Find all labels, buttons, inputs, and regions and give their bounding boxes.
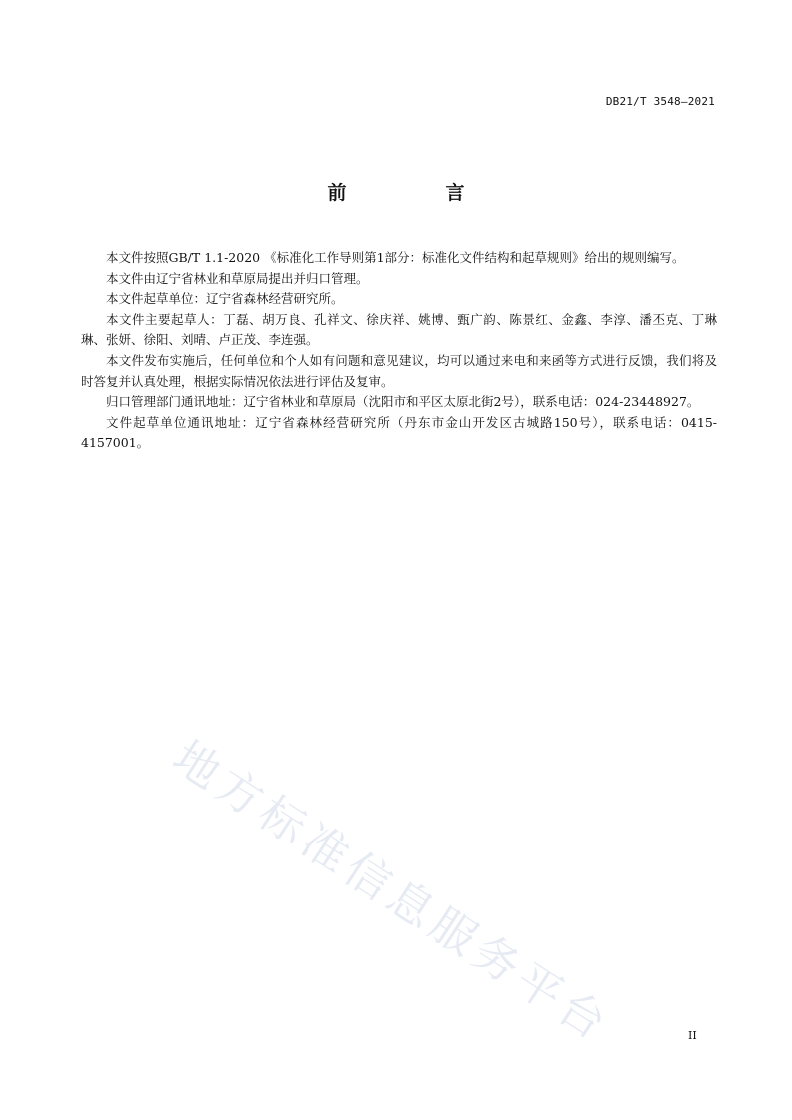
paragraph-drafting-rules: 本文件按照GB/T 1.1-2020 《标准化工作导则第1部分：标准化文件结构和起草规则》给出的规则编写。: [106, 250, 685, 265]
page-number: II: [688, 1029, 697, 1042]
document-code: DB21/T 3548—2021: [605, 95, 715, 108]
paragraph-drafter-address: 文件起草单位通讯地址：辽宁省森林经营研究所（丹东市金山开发区古城路150号），联系电话：0415-4157001。: [81, 414, 717, 451]
paragraph-drafters: 本文件主要起草人：丁磊、胡万良、孔祥文、徐庆祥、姚博、甄广韵、陈景红、金鑫、李淳、潘丕克、丁琳琳、张妍、徐阳、刘晴、卢正茂、李连强。: [81, 311, 717, 348]
paragraph-authority-address: 归口管理部门通讯地址：辽宁省林业和草原局（沈阳市和平区太原北街2号），联系电话：024-23448927。: [106, 394, 700, 410]
paragraph-drafting-unit: 本文件起草单位：辽宁省森林经营研究所。: [106, 291, 344, 307]
foreword-body: [81, 248, 717, 454]
paragraph-feedback: 本文件发布实施后，任何单位和个人如有问题和意见建议，均可以通过来电和来函等方式进行反馈，我们将及时答复并认真处理，根据实际情况依法进行评估及复审。: [81, 352, 717, 389]
paragraph-proposer: 本文件由辽宁省林业和草原局提出并归口管理。: [106, 270, 369, 286]
watermark: 地方标准信息服务平台: [163, 730, 621, 1053]
page-title: 前 言: [327, 182, 505, 204]
